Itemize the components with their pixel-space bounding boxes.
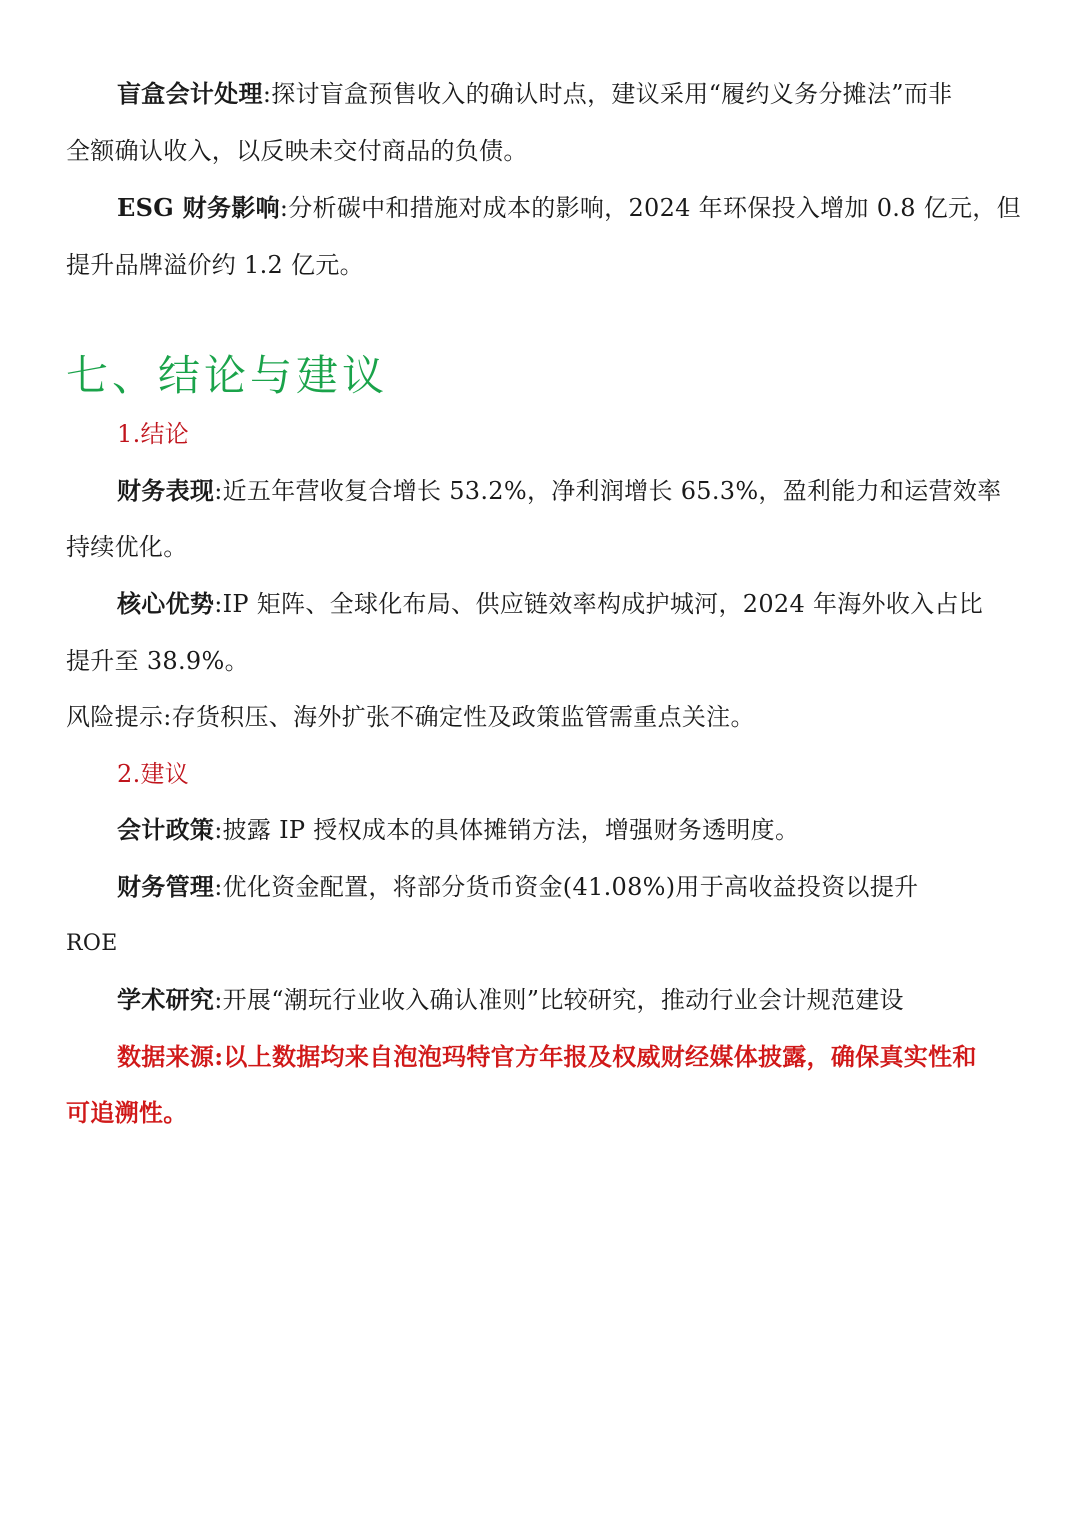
core-paragraph-line1 bbox=[117, 589, 1017, 619]
accounting-label: 会计政策 bbox=[117, 815, 215, 844]
esg-label: ESG 财务影响 bbox=[117, 193, 280, 222]
finance-paragraph-line2: ROE bbox=[66, 931, 118, 956]
blindbox-paragraph-line1 bbox=[117, 79, 1017, 109]
blindbox-paragraph-line2: 全额确认收入，以反映未交付商品的负债。 bbox=[66, 137, 528, 165]
academic-text: :开展“潮玩行业收入确认准则”比较研究，推动行业会计规范建设 bbox=[214, 986, 904, 1014]
data-source-line1: 数据来源:以上数据均来自泡泡玛特官方年报及权威财经媒体披露，确保真实性和 bbox=[117, 1042, 977, 1071]
academic-label: 学术研究 bbox=[117, 985, 215, 1014]
financial-paragraph-line1 bbox=[117, 476, 1017, 506]
section-title: 七、结论与建议 bbox=[66, 351, 389, 400]
financial-label: 财务表现 bbox=[117, 476, 215, 505]
accounting-paragraph bbox=[117, 815, 1017, 845]
esg-paragraph-line1 bbox=[117, 193, 1021, 223]
data-source-line2: 可追溯性。 bbox=[66, 1098, 188, 1127]
core-text: :IP 矩阵、全球化布局、供应链效率构成护城河，2024 年海外收入占比 bbox=[214, 590, 984, 618]
financial-text: :近五年营收复合增长 53.2%，净利润增长 65.3%，盈利能力和运营效率 bbox=[214, 477, 1002, 505]
risk-paragraph: 风险提示:存货积压、海外扩张不确定性及政策监管需重点关注。 bbox=[66, 703, 755, 731]
finance-paragraph-line1 bbox=[117, 872, 1017, 902]
finance-text: :优化资金配置，将部分货币资金(41.08%)用于高收益投资以提升 bbox=[214, 873, 919, 901]
core-label: 核心优势 bbox=[117, 589, 215, 618]
suggestion-heading: 2.建议 bbox=[117, 760, 190, 788]
blindbox-label: 盲盒会计处理 bbox=[117, 79, 263, 108]
blindbox-text: :探讨盲盒预售收入的确认时点，建议采用“履约义务分摊法”而非 bbox=[262, 80, 953, 108]
academic-paragraph bbox=[117, 985, 1017, 1015]
esg-paragraph-line2: 提升品牌溢价约 1.2 亿元。 bbox=[66, 251, 364, 279]
esg-text: :分析碳中和措施对成本的影响，2024 年环保投入增加 0.8 亿元，但 bbox=[279, 194, 1021, 222]
financial-paragraph-line2: 持续优化。 bbox=[66, 533, 188, 561]
finance-label: 财务管理 bbox=[117, 872, 215, 901]
core-paragraph-line2: 提升至 38.9%。 bbox=[66, 647, 249, 675]
conclusion-heading: 1.结论 bbox=[117, 420, 190, 448]
accounting-text: :披露 IP 授权成本的具体摊销方法，增强财务透明度。 bbox=[214, 816, 800, 844]
